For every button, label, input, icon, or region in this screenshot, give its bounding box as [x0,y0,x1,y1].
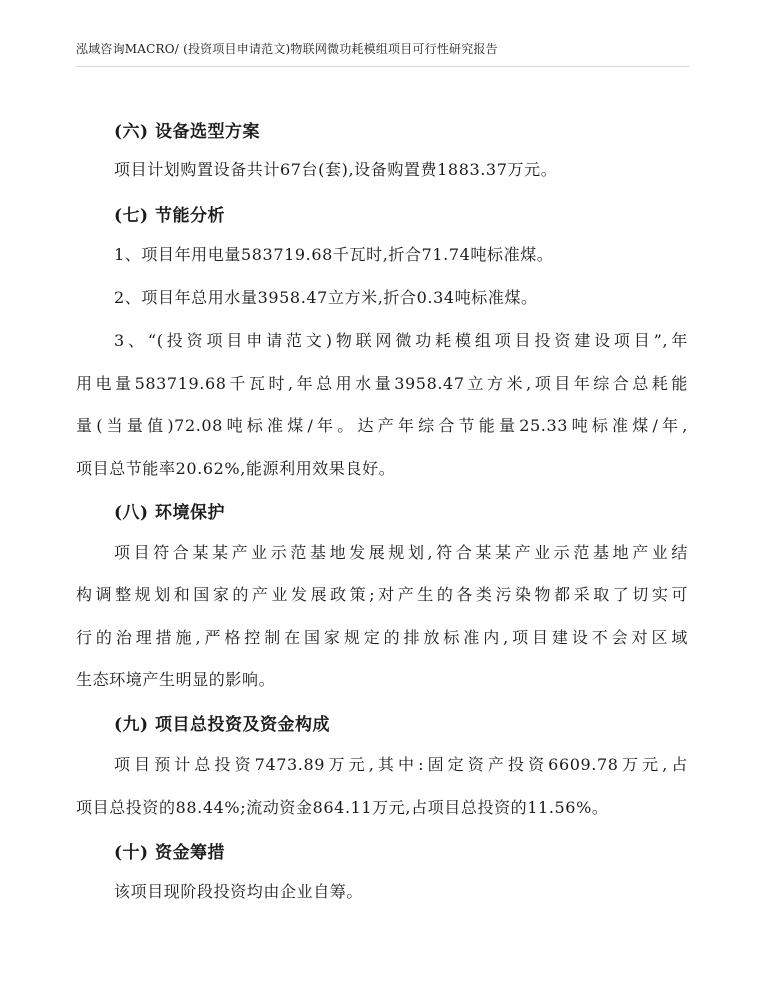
energy-item-3-line-2: 用电量583719.68千瓦时,年总用水量3958.47立方米,项目年综合总耗能 [76,374,688,393]
environment-line-4: 生态环境产生明显的影响。 [76,670,276,689]
energy-item-2: 2、项目年总用水量3958.47立方米,折合0.34吨标准煤。 [114,288,538,307]
environment-line-2: 构调整规划和国家的产业发展政策;对产生的各类污染物都采取了切实可 [76,585,688,604]
section-heading-investment: (九) 项目总投资及资金构成 [114,715,331,735]
section-heading-equipment: (六) 设备选型方案 [114,122,261,142]
environment-line-1: 项目符合某某产业示范基地发展规划,符合某某产业示范基地产业结 [114,543,688,562]
header-divider [76,66,689,67]
investment-line-2: 项目总投资的88.44%;流动资金864.11万元,占项目总投资的11.56%。 [76,798,609,817]
running-header: 泓域咨询MACRO/ (投资项目申请范文)物联网微功耗模组项目可行性研究报告 [76,42,498,56]
section-heading-funding: (十) 资金筹措 [114,843,226,863]
equipment-paragraph: 项目计划购置设备共计67台(套),设备购置费1883.37万元。 [114,160,558,179]
energy-item-3-line-1: 3、“(投资项目申请范文)物联网微功耗模组项目投资建设项目”,年 [114,331,688,350]
funding-paragraph: 该项目现阶段投资均由企业自筹。 [114,882,364,901]
investment-line-1: 项目预计总投资7473.89万元,其中:固定资产投资6609.78万元,占 [114,755,688,774]
energy-item-1: 1、项目年用电量583719.68千瓦时,折合71.74吨标准煤。 [114,245,554,264]
section-heading-environment: (八) 环境保护 [114,503,226,523]
environment-line-3: 行的治理措施,严格控制在国家规定的排放标准内,项目建设不会对区域 [76,628,688,647]
energy-item-3-line-4: 项目总节能率20.62%,能源利用效果良好。 [76,459,396,478]
energy-item-3-line-3: 量(当量值)72.08吨标准煤/年。达产年综合节能量25.33吨标准煤/年, [76,416,688,435]
section-heading-energy: (七) 节能分析 [114,206,226,226]
